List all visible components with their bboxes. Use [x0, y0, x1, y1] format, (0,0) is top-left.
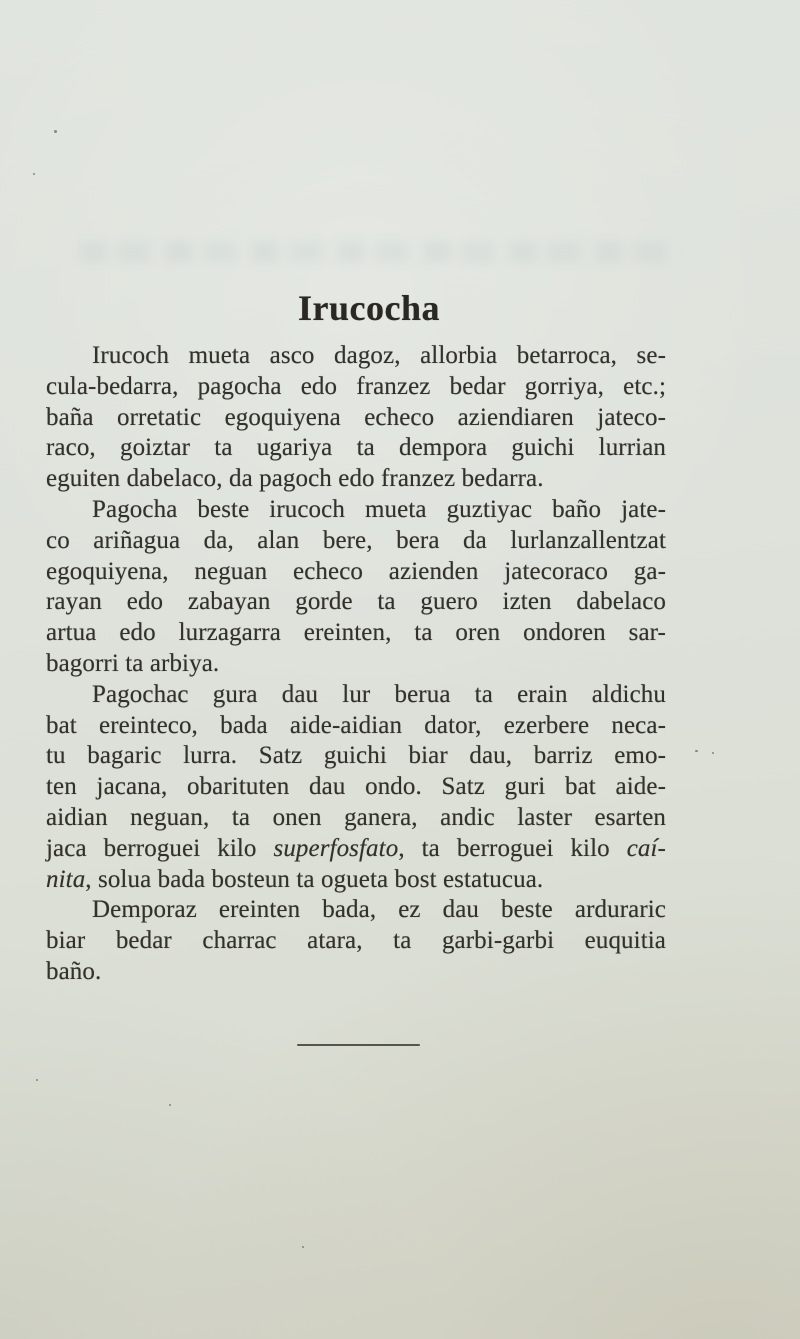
text-segment: ten jacana, obarituten dau ondo. Satz guri bat aide-	[46, 773, 666, 801]
italic-text: nita	[46, 865, 86, 893]
text-line	[46, 495, 666, 526]
text-line	[46, 926, 666, 957]
paragraph	[46, 341, 666, 495]
paper-speck	[712, 752, 714, 754]
text-line	[46, 803, 666, 834]
text-line	[46, 372, 666, 403]
paper-speck	[169, 1104, 171, 1106]
reverse-side-showthrough	[80, 241, 680, 263]
paper-speck	[54, 130, 57, 133]
text-line	[46, 957, 666, 988]
text-segment: Demporaz ereinten bada, ez dau beste arduraric	[92, 896, 666, 924]
text-line	[46, 772, 666, 803]
text-line	[46, 403, 666, 434]
paper-speck	[302, 1246, 304, 1248]
text-segment: baña orretatic egoquiyena echeco aziendiaren jateco-	[46, 403, 666, 431]
text-line	[46, 557, 666, 588]
text-line	[46, 741, 666, 772]
text-segment: cula-bedarra, pagocha edo franzez bedar gorriya, etc.;	[46, 372, 666, 400]
text-segment: eguiten dabelaco, da pagoch edo franzez bedarra.	[46, 465, 544, 493]
text-segment: Irucoch mueta asco dagoz, allorbia betarroca, se-	[92, 342, 666, 369]
text-segment: Pagocha beste irucoch mueta guztiyac baño jate-	[92, 495, 666, 523]
text-segment: bagorri ta arbiya.	[46, 649, 220, 677]
text-line	[46, 341, 666, 372]
text-line	[46, 649, 666, 680]
paper-speck	[33, 173, 35, 175]
text-segment: , solua bada bosteun ta ogueta bost estatucua.	[85, 865, 544, 893]
section-divider	[297, 1044, 420, 1046]
text-segment: bat ereinteco, bada aide-aidian dator, ezerbere neca-	[46, 711, 666, 739]
text-segment: co ariñagua da, alan bere, bera da lurlanzallentzat	[46, 526, 666, 554]
text-line	[46, 618, 666, 649]
text-line	[46, 526, 666, 557]
text-line	[46, 587, 666, 618]
italic-text: superfosfato	[273, 834, 399, 862]
italic-text: caí-	[626, 834, 666, 862]
text-segment: Pagochac gura dau lur berua ta erain aldichu	[92, 680, 666, 708]
text-line	[46, 433, 666, 464]
text-line	[46, 895, 666, 926]
paper-speck	[695, 750, 698, 752]
text-line	[46, 834, 666, 865]
text-segment: rayan edo zabayan gorde ta guero izten dabelaco	[46, 588, 666, 616]
text-segment: baño.	[46, 957, 102, 985]
paragraph	[46, 495, 666, 680]
text-segment: raco, goiztar ta ugariya ta dempora guichi lurrian	[46, 434, 666, 462]
text-line	[46, 865, 666, 896]
text-line	[46, 464, 666, 495]
paper-speck	[36, 1079, 38, 1081]
page-title: Irucocha	[298, 288, 440, 329]
text-segment: artua edo lurzagarra ereinten, ta oren ondoren sar-	[46, 619, 666, 647]
text-segment: aidian neguan, ta onen ganera, andic laster esarten	[46, 803, 666, 831]
text-line	[46, 711, 666, 742]
text-segment: jaca berroguei kilo	[46, 834, 274, 862]
text-segment: , ta berroguei kilo	[398, 834, 627, 862]
text-segment: tu bagaric lurra. Satz guichi biar dau, barriz emo-	[46, 742, 666, 770]
paragraph	[46, 895, 666, 987]
paragraph	[46, 680, 666, 896]
body-text	[46, 341, 666, 988]
text-segment: egoquiyena, neguan echeco azienden jatecoraco ga-	[46, 557, 666, 585]
text-segment: biar bedar charrac atara, ta garbi-garbi euquitia	[46, 927, 666, 955]
text-line	[46, 680, 666, 711]
